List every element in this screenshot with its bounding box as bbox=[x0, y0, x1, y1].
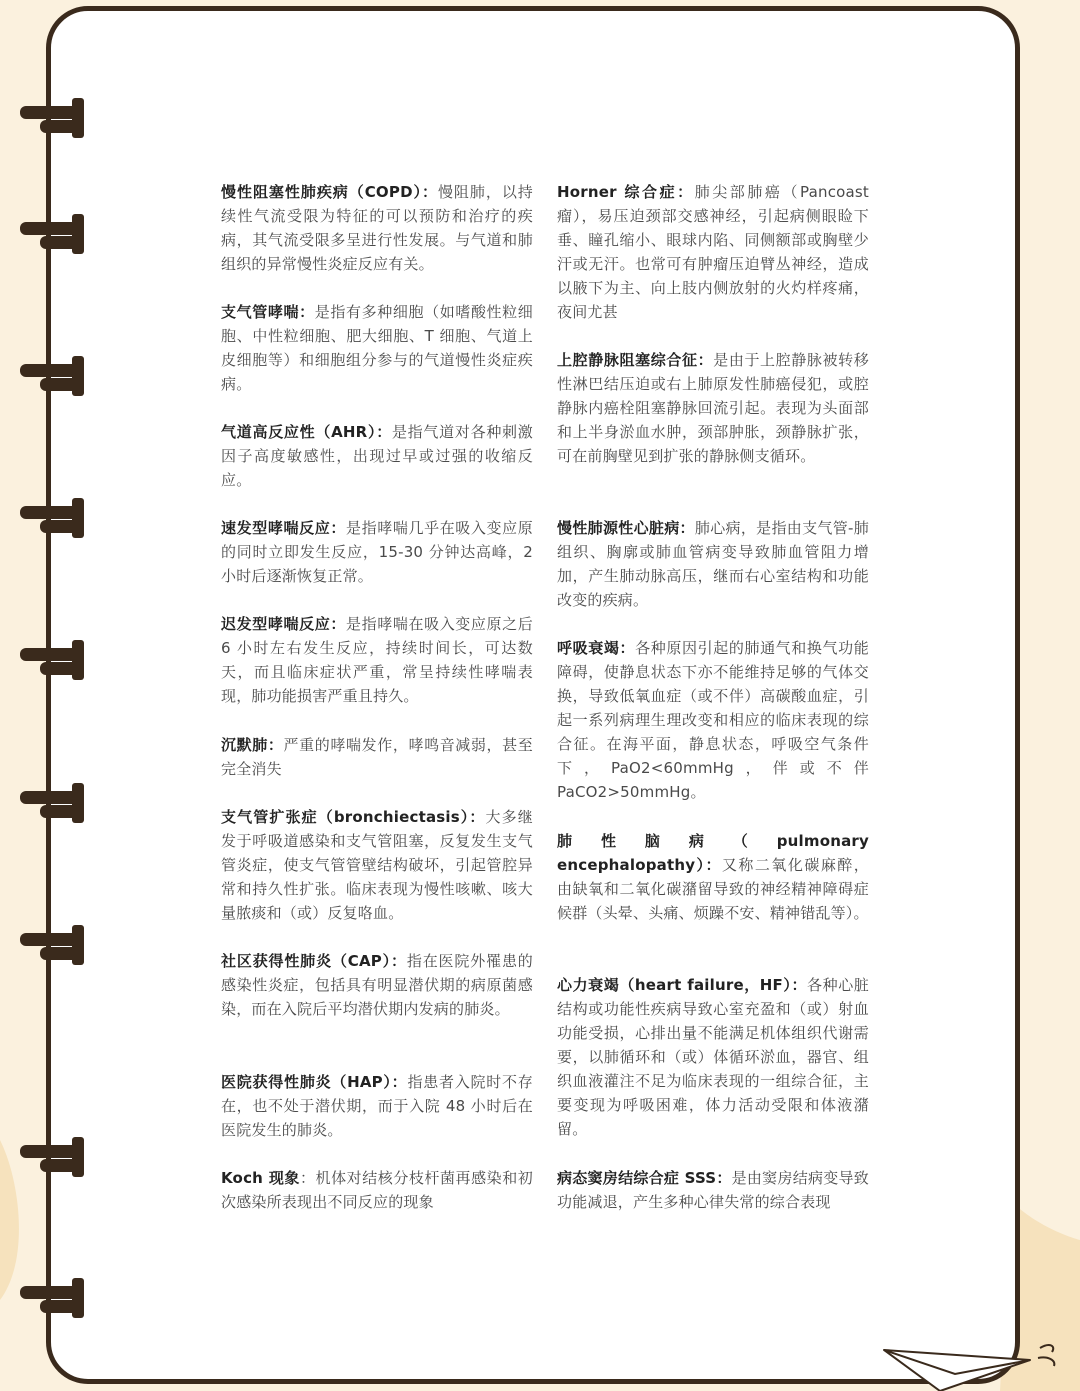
entry-term: 迟发型哮喘反应： bbox=[221, 615, 346, 633]
entry-text: 是由窦房结病变导致功能减退，产生多种心律失常的综合表现 bbox=[557, 1169, 869, 1211]
binder-ring-icon bbox=[20, 1278, 84, 1318]
definition-entry bbox=[557, 973, 869, 1141]
entry-text: 又称二氧化碳麻醉，由缺氧和二氧化碳潴留导致的神经精神障碍症候群（头晕、头痛、烦躁不安、精神错乱等）。 bbox=[557, 856, 869, 922]
entry-term: Koch 现象 bbox=[221, 1169, 300, 1187]
definition-entry bbox=[221, 180, 533, 276]
definition-entry bbox=[221, 1166, 533, 1214]
definition-entry bbox=[221, 733, 533, 781]
entry-term: 支气管扩张症（bronchiectasis）： bbox=[221, 808, 486, 826]
notebook-page bbox=[46, 6, 1020, 1384]
binder-ring-icon bbox=[20, 498, 84, 538]
entry-term: 上腔静脉阻塞综合征： bbox=[557, 351, 714, 369]
definition-entry bbox=[557, 348, 869, 468]
entry-term: Horner 综合症： bbox=[557, 183, 695, 201]
entry-text: 是指哮喘在吸入变应原之后 6 小时左右发生反应，持续时间长，可达数天，而且临床症状严重，常呈持续性哮喘表现，肺功能损害严重且持久。 bbox=[221, 615, 533, 705]
entry-term: 病态窦房结综合症 SSS： bbox=[557, 1169, 732, 1187]
entry-term: 慢性阻塞性肺疾病（COPD）： bbox=[221, 183, 438, 201]
definition-entry bbox=[221, 805, 533, 925]
definition-entry bbox=[221, 420, 533, 492]
entry-term: 慢性肺源性心脏病： bbox=[557, 519, 695, 537]
definition-entry bbox=[557, 829, 869, 925]
entry-text: 严重的哮喘发作，哮鸣音减弱，甚至完全消失 bbox=[221, 736, 533, 778]
definition-entry bbox=[557, 180, 869, 324]
binder-ring-icon bbox=[20, 783, 84, 823]
definition-entry bbox=[221, 1070, 533, 1142]
binder-ring-icon bbox=[20, 1137, 84, 1177]
entry-text: 指患者入院时不存在，也不处于潜伏期，而于入院 48 小时后在医院发生的肺炎。 bbox=[221, 1073, 533, 1139]
entry-text: 各种心脏结构或功能性疾病导致心室充盈和（或）射血功能受损，心排出量不能满足机体组织代谢需要，以肺循环和（或）体循环淤血，器官、组织血液灌注不足为临床表现的一组综合征，主要变现为呼吸困难，体力活动受限和体液潴留。 bbox=[557, 976, 869, 1138]
definition-entry bbox=[221, 612, 533, 708]
binder-ring-icon bbox=[20, 98, 84, 138]
definition-entry bbox=[221, 949, 533, 1021]
entry-text: ：机体对结核分枝杆菌再感染和初次感染所表现出不同反应的现象 bbox=[221, 1169, 533, 1211]
entry-term: 支气管哮喘： bbox=[221, 303, 315, 321]
definition-entry bbox=[221, 300, 533, 396]
entry-text: 肺心病，是指由支气管-肺组织、胸廓或肺血管病变导致肺血管阻力增加，产生肺动脉高压，继而右心室结构和功能改变的疾病。 bbox=[557, 519, 869, 609]
entry-term: 速发型哮喘反应： bbox=[221, 519, 346, 537]
entry-term: 气道高反应性（AHR）： bbox=[221, 423, 392, 441]
entry-text: 是指有多种细胞（如嗜酸性粒细胞、中性粒细胞、肥大细胞、T 细胞、气道上皮细胞等）和细胞组分参与的气道慢性炎症疾病。 bbox=[221, 303, 533, 393]
entry-term: 沉默肺： bbox=[221, 736, 284, 754]
definition-entry bbox=[557, 636, 869, 804]
definition-entry bbox=[221, 516, 533, 588]
entry-text: 慢阻肺，以持续性气流受限为特征的可以预防和治疗的疾病，其气流受限多呈进行性发展。与气道和肺组织的异常慢性炎症反应有关。 bbox=[221, 183, 533, 273]
definition-entry bbox=[557, 516, 869, 612]
entry-text: 是指哮喘几乎在吸入变应原的同时立即发生反应，15-30 分钟达高峰，2 小时后逐渐恢复正常。 bbox=[221, 519, 533, 585]
binder-ring-icon bbox=[20, 214, 84, 254]
binder-ring-icon bbox=[20, 925, 84, 965]
entry-term: 心力衰竭（heart failure，HF）： bbox=[557, 976, 808, 994]
entry-text: 是指气道对各种刺激因子高度敏感性，出现过早或过强的收缩反应。 bbox=[221, 423, 533, 489]
paper-plane-icon bbox=[880, 1338, 1060, 1391]
entry-term: 医院获得性肺炎（HAP）： bbox=[221, 1073, 408, 1091]
entry-term: 肺性脑病（pulmonary encephalopathy）： bbox=[557, 832, 869, 874]
entry-term: 社区获得性肺炎（CAP）： bbox=[221, 952, 407, 970]
entry-term: 呼吸衰竭： bbox=[557, 639, 636, 657]
entry-text: 是由于上腔静脉被转移性淋巴结压迫或右上肺原发性肺癌侵犯，或腔静脉内癌栓阻塞静脉回流引起。表现为头面部和上半身淤血水肿，颈部肿胀，颈静脉扩张，可在前胸壁见到扩张的静脉侧支循环。 bbox=[557, 351, 869, 465]
binder-ring-icon bbox=[20, 640, 84, 680]
binder-ring-icon bbox=[20, 356, 84, 396]
entry-text: 大多继发于呼吸道感染和支气管阻塞，反复发生支气管炎症，使支气管管壁结构破坏，引起管腔异常和持久性扩张。临床表现为慢性咳嗽、咳大量脓痰和（或）反复咯血。 bbox=[221, 808, 533, 922]
entry-text: 各种原因引起的肺通气和换气功能障碍，使静息状态下亦不能维持足够的气体交换，导致低氧血症（或不伴）高碳酸血症，引起一系列病理生理改变和相应的临床表现的综合征。在海平面，静息状态，呼吸空气条件下，PaO2<60mmHg，伴或不伴PaCO2>50mmHg。 bbox=[557, 639, 869, 801]
definition-entry bbox=[557, 1166, 869, 1214]
entry-text: 肺尖部肺癌（Pancoast 瘤），易压迫颈部交感神经，引起病侧眼睑下垂、瞳孔缩小、眼球内陷、同侧额部或胸壁少汗或无汗。也常可有肿瘤压迫臂丛神经，造成以腋下为主、向上肢内侧放射的火灼样疼痛，夜间尤甚 bbox=[557, 183, 870, 321]
entry-text: 指在医院外罹患的感染性炎症，包括具有明显潜伏期的病原菌感染，而在入院后平均潜伏期内发病的肺炎。 bbox=[221, 952, 533, 1018]
